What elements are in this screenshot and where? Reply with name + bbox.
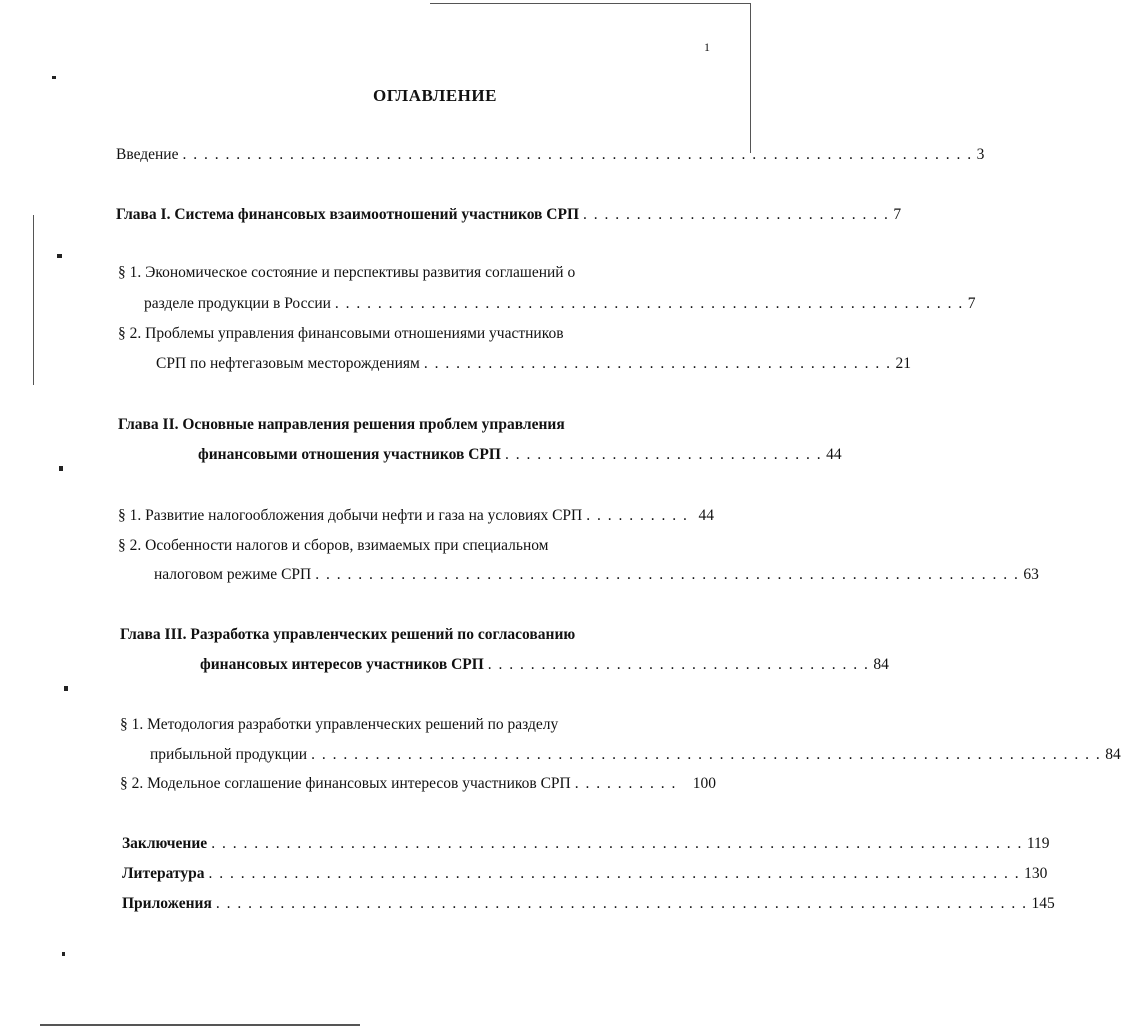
- toc-page: 100: [692, 775, 716, 792]
- leader-dots: . . . . . . . . . . . . . . . . . . . . . . . . . . . . . . . . . . . . . . . . . . . . . . . . . . . . . . . . . . . . . . . . . . . . . . . . . . . .: [215, 895, 1028, 912]
- leader-dots: . . . . . . . . . . . . . . . . . . . . . . . . . . . . .: [583, 206, 890, 223]
- leader-dots: . . . . . . . . . . . . . . . . . . . . . . . . . . . . . . . . . . . . . . . . . . . . . . . . . . . . . . . . . . . . . . . . . . . . . . . . . . . .: [211, 835, 1023, 852]
- toc-entry-section-1-2: [156, 353, 911, 375]
- toc-page: 44: [698, 507, 714, 524]
- toc-page: 7: [967, 295, 976, 312]
- toc-page: 130: [1024, 865, 1048, 882]
- toc-entry-chapter-3-line1: Глава III. Разработка управленческих решений по согласованию: [120, 626, 576, 643]
- toc-page: 145: [1031, 895, 1055, 912]
- toc-entry-section-3-1-line1: § 1. Методология разработки управленческих решений по разделу: [120, 716, 559, 733]
- leader-dots: . . . . . . . . . .: [586, 507, 689, 524]
- scan-edge-bottom: [40, 1024, 360, 1026]
- toc-entry-appendix: [122, 893, 1055, 915]
- toc-label: разделе продукции в России: [144, 295, 331, 312]
- toc-page: 119: [1026, 835, 1050, 852]
- punch-mark: [57, 254, 62, 258]
- toc-entry-section-2-2-line1: § 2. Особенности налогов и сборов, взимаемых при специальном: [118, 537, 549, 554]
- toc-label: Глава I. Система финансовых взаимоотношений участников СРП: [116, 206, 580, 223]
- toc-entry-section-1-1: [144, 293, 976, 315]
- toc-label: финансовых интересов участников СРП: [200, 656, 484, 673]
- punch-mark: [59, 466, 63, 471]
- punch-mark: [52, 76, 56, 79]
- toc-label: § 2. Модельное соглашение финансовых интересов участников СРП: [120, 775, 571, 792]
- leader-dots: . . . . . . . . . . . . . . . . . . . . . . . . . . . . . . . . . . . . . . . . . . . . . . . . . . . . . . . . . . .: [334, 295, 964, 312]
- toc-entry-section-3-1: [150, 744, 1121, 766]
- toc-page: 3: [976, 146, 985, 163]
- toc-label: Приложения: [122, 895, 212, 912]
- toc-entry-chapter-1: [116, 204, 902, 226]
- leader-dots: . . . . . . . . . . . . . . . . . . . . . . . . . . . . . . . . . . . . . . . . . . . . . . . . . . . . . . . . . . . . . . . . . . . . . . . . . .: [311, 746, 1102, 763]
- leader-dots: . . . . . . . . . .: [574, 775, 677, 792]
- toc-page: 84: [1105, 746, 1121, 763]
- toc-page: 7: [893, 206, 902, 223]
- toc-label: Заключение: [122, 835, 208, 852]
- page-number: 1: [704, 40, 710, 54]
- page-title: ОГЛАВЛЕНИЕ: [373, 86, 497, 105]
- toc-entry-section-1-1-line1: § 1. Экономическое состояние и перспективы развития соглашений о: [118, 264, 576, 281]
- leader-dots: . . . . . . . . . . . . . . . . . . . . . . . . . . . . . . . . . . . . . . . . . . . . . . . . . . . . . . . . . . . . . . . . . . . . . . . . . .: [182, 146, 973, 163]
- scan-edge-top: [430, 3, 750, 4]
- toc-entry-section-1-2-line1: § 2. Проблемы управления финансовыми отношениями участников: [118, 325, 564, 342]
- toc-entry-literature: [122, 863, 1048, 885]
- toc-page: 84: [873, 656, 889, 673]
- toc-label: прибыльной продукции: [150, 746, 308, 763]
- toc-entry-section-3-2: [120, 773, 716, 795]
- scan-edge-right: [750, 3, 751, 153]
- leader-dots: . . . . . . . . . . . . . . . . . . . . . . . . . . . . . . . . . . . . . . . . . . . . . . . . . . . . . . . . . . . . . . . . . .: [315, 566, 1020, 583]
- toc-entry-chapter-2: [198, 444, 842, 466]
- punch-mark: [64, 686, 68, 691]
- toc-entry-chapter-3: [200, 654, 889, 676]
- leader-dots: . . . . . . . . . . . . . . . . . . . . . . . . . . . . . . . . . . . .: [487, 656, 870, 673]
- scan-edge-left: [33, 215, 34, 385]
- toc-entry-section-2-1: [118, 505, 714, 527]
- punch-mark: [62, 952, 65, 956]
- leader-dots: . . . . . . . . . . . . . . . . . . . . . . . . . . . . . . . . . . . . . . . . . . . .: [423, 355, 892, 372]
- toc-page: 21: [895, 355, 911, 372]
- toc-label: налоговом режиме СРП: [154, 566, 312, 583]
- toc-entry-conclusion: [122, 833, 1050, 855]
- toc-label: СРП по нефтегазовым месторождениям: [156, 355, 420, 372]
- leader-dots: . . . . . . . . . . . . . . . . . . . . . . . . . . . . . . . . . . . . . . . . . . . . . . . . . . . . . . . . . . . . . . . . . . . . . . . . . . . .: [208, 865, 1021, 882]
- toc-entry-section-2-2: [154, 564, 1039, 586]
- toc-entry-intro: [116, 144, 985, 166]
- toc-label: Литература: [122, 865, 205, 882]
- toc-label: § 1. Развитие налогообложения добычи нефти и газа на условиях СРП: [118, 507, 583, 524]
- toc-page: 63: [1023, 566, 1039, 583]
- toc-page: 44: [826, 446, 842, 463]
- leader-dots: . . . . . . . . . . . . . . . . . . . . . . . . . . . . . .: [504, 446, 823, 463]
- toc-entry-chapter-2-line1: Глава II. Основные направления решения проблем управления: [118, 416, 565, 433]
- toc-label: Введение: [116, 146, 179, 163]
- toc-label: финансовыми отношения участников СРП: [198, 446, 501, 463]
